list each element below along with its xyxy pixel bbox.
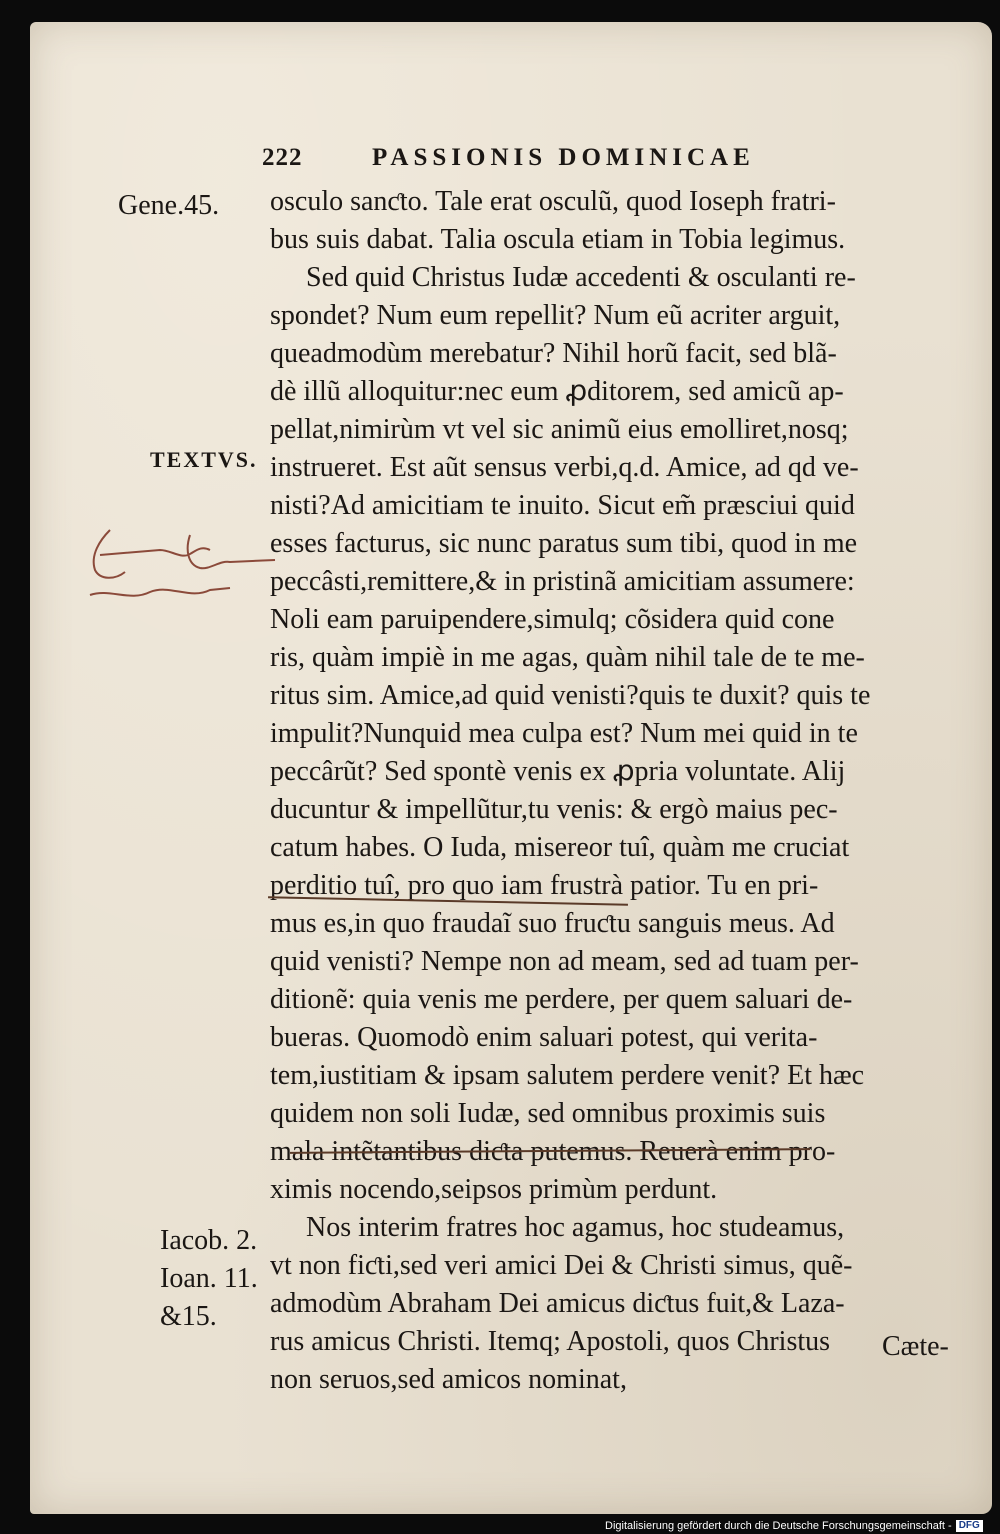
text-line: Noli eam paruipendere,simulq; cõsidera quid cone — [270, 604, 835, 635]
text-line: non seruos,sed amicos nominat, — [270, 1364, 627, 1395]
page-header — [262, 144, 822, 174]
text-line: mus es,in quo fraudaĩ suo fruƈtu sanguis meus. Ad — [270, 908, 835, 939]
text-line: catum habes. O Iuda, misereor tuî, quàm me cruciat — [270, 832, 850, 863]
page-number: 222 — [262, 144, 303, 171]
handwriting-stroke — [100, 548, 210, 555]
text-line: ris, quàm impiè in me agas, quàm nihil tale de te me- — [270, 642, 865, 673]
text-line: spondet? Num eum repellit? Num eũ acriter arguit, — [270, 300, 841, 331]
catchword: Cæte- — [882, 1331, 949, 1362]
handwritten-margin-note — [70, 510, 280, 620]
text-line: Sed quid Christus Iudæ accedenti & osculanti re- — [306, 262, 856, 293]
margin-note-iacob: Iacob. 2. — [160, 1225, 258, 1256]
text-line: mala intẽtantibus diƈta putemus. Reuerà enim pro- — [270, 1136, 836, 1167]
text-line: tem,iustitiam & ipsam salutem perdere venit? Et hæc — [270, 1060, 865, 1091]
digitization-credit — [605, 1518, 1000, 1534]
text-line: rus amicus Christi. Itemq; Apostoli, quos Christus — [270, 1326, 831, 1357]
margin-note-gene: Gene.45. — [118, 190, 220, 221]
text-line: peccâsti,remittere,& in pristinã amicitiam assumere: — [270, 566, 855, 597]
text-line: pellat,nimirùm vt vel sic animũ eius emolliret,nosq; — [270, 414, 849, 445]
text-line: quidem non soli Iudæ, sed omnibus proximis suis — [270, 1098, 826, 1129]
text-line: ximis nocendo,seipsos primùm perdunt. — [270, 1174, 718, 1205]
text-line: queadmodùm merebatur? Nihil horũ facit, sed blã- — [270, 338, 837, 369]
text-line: admodùm Abraham Dei amicus diƈtus fuit,& Laza- — [270, 1288, 845, 1319]
text-line: ditionẽ: quia venis me perdere, per quem saluari de- — [270, 984, 853, 1015]
text-line: Nos interim fratres hoc agamus, hoc studeamus, — [306, 1212, 845, 1243]
text-line: impulit?Nunquid mea culpa est? Num mei quid in te — [270, 718, 858, 749]
text-line: dè illũ alloquitur:nec eum ꝓditorem, sed amicũ ap- — [270, 376, 844, 407]
handwriting-stroke — [90, 588, 230, 596]
margin-note-ioan: Ioan. 11. — [160, 1263, 258, 1294]
running-title: PASSIONIS DOMINICAE — [372, 144, 755, 171]
text-line: vt non fiƈti,sed veri amici Dei & Christi simus, quẽ- — [270, 1250, 853, 1281]
text-line: quid venisti? Nempe non ad meam, sed ad tuam per- — [270, 946, 859, 977]
credit-text: Digitalisierung gefördert durch die Deutsche Forschungsgemeinschaft - — [605, 1520, 952, 1532]
margin-note-15: &15. — [160, 1301, 217, 1332]
text-line: osculo sanƈto. Tale erat osculũ, quod Ioseph fratri- — [270, 186, 836, 217]
text-line: instrueret. Est aũt sensus verbi,q.d. Amice, ad qd ve- — [270, 452, 859, 483]
dfg-logo: DFG — [956, 1520, 983, 1532]
text-line: ducuntur & impellũtur,tu venis: & ergò maius pec- — [270, 794, 838, 825]
text-line: bus suis dabat. Talia oscula etiam in Tobia legimus. — [270, 224, 846, 255]
text-line: esses facturus, sic nunc paratus sum tibi, quod in me — [270, 528, 858, 559]
text-line: bueras. Quomodò enim saluari potest, qui verita- — [270, 1022, 818, 1053]
text-line: perditio tuî, pro quo iam frustrà patior. Tu en pri- — [270, 870, 819, 901]
margin-note-textus: TEXTVS. — [150, 447, 258, 472]
handwriting-stroke — [188, 535, 275, 568]
text-line: nisti?Ad amicitiam te inuito. Sicut em̃ præsciui quid — [270, 490, 855, 521]
text-line: ritus sim. Amice,ad quid venisti?quis te duxit? quis te — [270, 680, 871, 711]
text-line: peccârũt? Sed spontè venis ex ꝓpria voluntate. Alij — [270, 756, 846, 787]
